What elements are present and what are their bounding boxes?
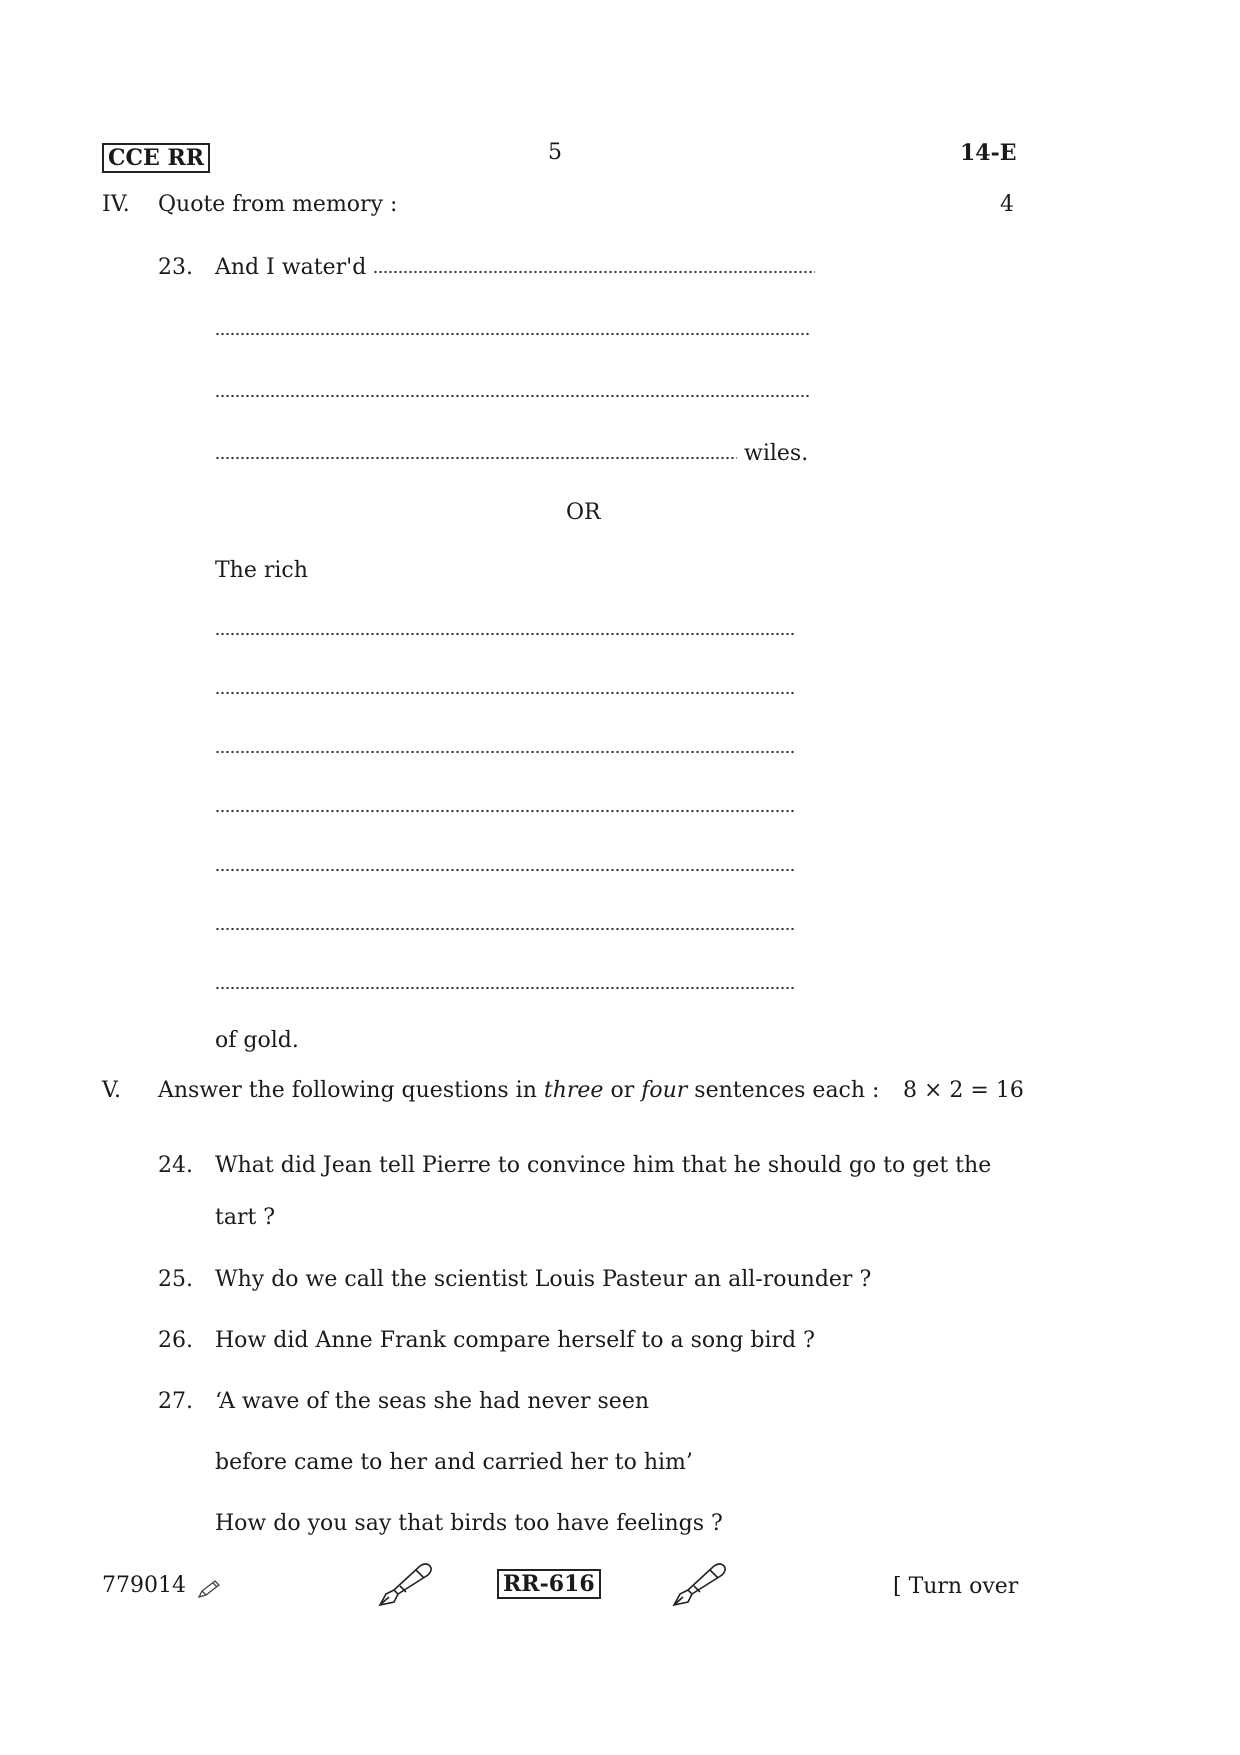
instr-emphasis: four: [641, 1078, 688, 1103]
dotted-blank: [215, 809, 795, 813]
pencil-icon: [196, 1578, 222, 1600]
q27-quote-line-1: ‘A wave of the seas she had never seen: [215, 1389, 650, 1414]
q24-text-line-2: tart ?: [215, 1205, 276, 1230]
dotted-blank: [215, 750, 795, 754]
fountain-pen-icon: [376, 1560, 434, 1608]
q25-text: Why do we call the scientist Louis Pasteur an all-rounder ?: [215, 1267, 872, 1292]
q23-alt-line-6: [215, 911, 795, 939]
dotted-blank: [215, 927, 795, 931]
turn-over-note: [ Turn over: [893, 1574, 1019, 1599]
section-iv-marks: 4: [1000, 192, 1014, 217]
q23-alt-line-1: [215, 616, 795, 644]
q26-number: 26.: [158, 1328, 193, 1353]
instr-text: sentences each :: [687, 1078, 880, 1103]
dotted-blank: [215, 456, 737, 460]
section-iv-title: Quote from memory :: [158, 192, 398, 217]
q23-end-word: wiles.: [744, 441, 809, 466]
q23-alt-end: of gold.: [215, 1028, 299, 1053]
page-number: 5: [548, 140, 562, 165]
q24-text-line-1: What did Jean tell Pierre to convince him that he should go to get the: [215, 1153, 992, 1178]
dotted-blank: [215, 691, 795, 695]
instr-text: Answer the following questions in: [158, 1078, 544, 1103]
q23-line-2: [215, 316, 810, 344]
q25-number: 25.: [158, 1267, 193, 1292]
q27-quote-line-2: before came to her and carried her to him’: [215, 1450, 693, 1475]
footer-center-code: RR-616: [497, 1569, 601, 1599]
q23-number: 23.: [158, 255, 193, 280]
section-v-instruction: [158, 1077, 879, 1105]
q23-alt-line-7: [215, 970, 795, 998]
q23-alt-line-3: [215, 734, 795, 762]
q23-alt-line-5: [215, 852, 795, 880]
fountain-pen-icon: [670, 1560, 728, 1608]
footer-code: 779014: [102, 1573, 186, 1598]
dotted-blank: [373, 270, 815, 274]
q23-alt-line-2: [215, 675, 795, 703]
dotted-blank: [215, 332, 810, 336]
dotted-blank: [215, 632, 795, 636]
q23-alt-lead: The rich: [215, 558, 308, 583]
q23-lead: And I water'd: [215, 255, 367, 280]
dotted-blank: [215, 986, 795, 990]
or-separator: OR: [566, 500, 601, 525]
instr-text: or: [603, 1078, 642, 1103]
q27-question: How do you say that birds too have feelings ?: [215, 1511, 723, 1536]
q27-number: 27.: [158, 1389, 193, 1414]
q23-line-4: [215, 440, 808, 468]
q23-line-1: [215, 254, 815, 282]
q23-alt-line-4: [215, 793, 795, 821]
q23-line-3: [215, 378, 810, 406]
header-left-code: CCE RR: [102, 143, 210, 173]
dotted-blank: [215, 394, 810, 398]
section-iv-roman: IV.: [102, 192, 130, 217]
q24-number: 24.: [158, 1153, 193, 1178]
section-v-marks: 8 × 2 = 16: [903, 1078, 1024, 1103]
q26-text: How did Anne Frank compare herself to a song bird ?: [215, 1328, 815, 1353]
section-v-roman: V.: [102, 1078, 122, 1103]
header-right-code: 14-E: [960, 140, 1017, 166]
dotted-blank: [215, 868, 795, 872]
instr-emphasis: three: [543, 1078, 604, 1103]
